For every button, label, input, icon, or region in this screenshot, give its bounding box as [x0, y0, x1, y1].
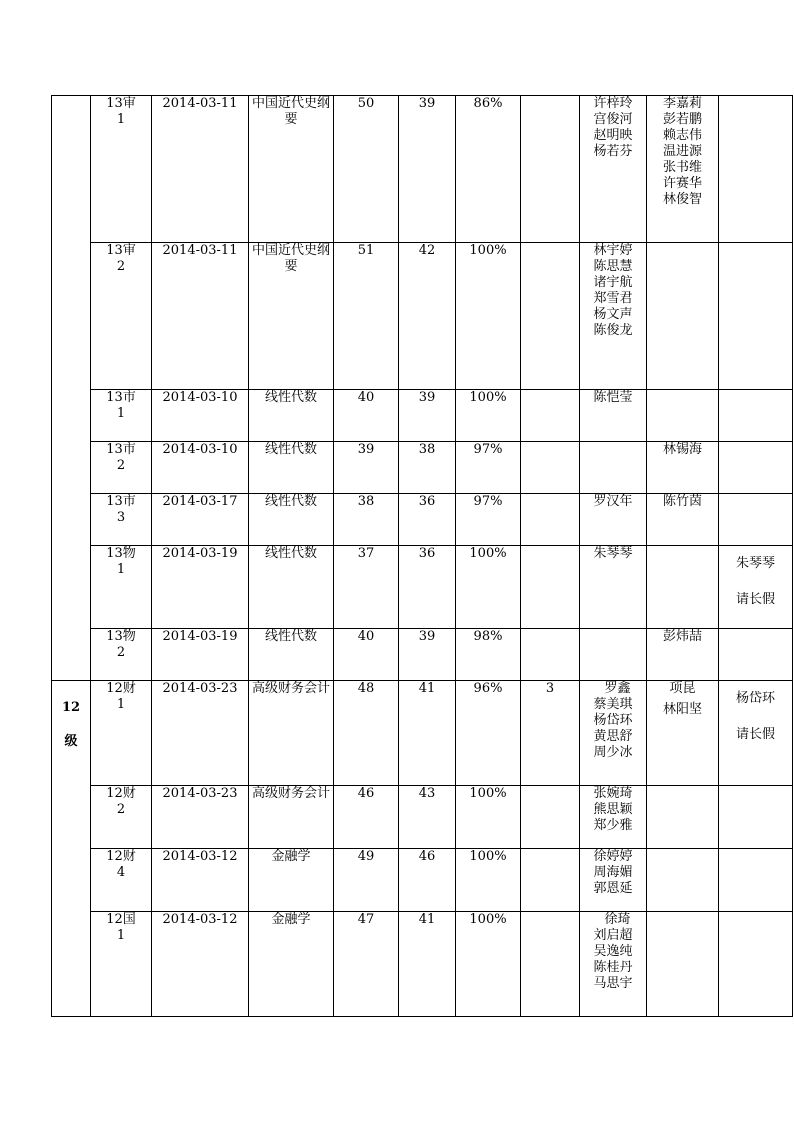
note-cell — [719, 243, 793, 390]
count-cell: 50 — [334, 96, 399, 243]
attendance-table — [51, 95, 793, 1017]
names-b-cell: 项昆 林阳坚 — [647, 681, 719, 786]
count-cell: 40 — [334, 629, 399, 681]
note-cell — [719, 96, 793, 243]
note-cell — [719, 494, 793, 546]
date-cell: 2014-03-12 — [152, 912, 249, 1017]
count-cell: 43 — [399, 786, 456, 849]
class-cell: 13市 2 — [91, 442, 152, 494]
note-cell — [719, 849, 793, 912]
rate-cell: 100% — [456, 912, 521, 1017]
note-cell — [719, 442, 793, 494]
subject-cell: 中国近代史纲要 — [249, 243, 334, 390]
count-cell: 39 — [399, 390, 456, 442]
names-a-cell: 罗汉年 — [580, 494, 647, 546]
class-cell: 13市 1 — [91, 390, 152, 442]
table-row — [52, 546, 793, 629]
names-a-cell: 许梓玲 宫俊河 赵明映 杨若芬 — [580, 96, 647, 243]
subject-cell: 线性代数 — [249, 546, 334, 629]
rate-cell: 100% — [456, 849, 521, 912]
subject-cell: 金融学 — [249, 912, 334, 1017]
class-cell: 12国 1 — [91, 912, 152, 1017]
table-row — [52, 912, 793, 1017]
date-cell: 2014-03-23 — [152, 681, 249, 786]
col8-cell — [521, 494, 580, 546]
date-cell: 2014-03-12 — [152, 849, 249, 912]
table-row — [52, 390, 793, 442]
subject-cell: 线性代数 — [249, 494, 334, 546]
count-cell: 46 — [334, 786, 399, 849]
names-b-cell: 彭炜喆 — [647, 629, 719, 681]
class-cell: 12财 4 — [91, 849, 152, 912]
date-cell: 2014-03-19 — [152, 629, 249, 681]
col8-cell — [521, 390, 580, 442]
names-b-cell: 李嘉莉 彭若鹏 赖志伟 温进源 张书维 许赛华 林俊智 — [647, 96, 719, 243]
col8-cell — [521, 243, 580, 390]
rate-cell: 86% — [456, 96, 521, 243]
names-a-cell: 徐琦 刘启超 吴逸纯 陈桂丹 马思宇 — [580, 912, 647, 1017]
names-a-cell — [580, 629, 647, 681]
subject-cell: 线性代数 — [249, 629, 334, 681]
table-row — [52, 494, 793, 546]
grade-cell-13 — [52, 96, 91, 681]
date-cell: 2014-03-19 — [152, 546, 249, 629]
count-cell: 39 — [334, 442, 399, 494]
date-cell: 2014-03-11 — [152, 243, 249, 390]
subject-cell: 中国近代史纲要 — [249, 96, 334, 243]
table-row — [52, 849, 793, 912]
date-cell: 2014-03-10 — [152, 442, 249, 494]
rate-cell: 98% — [456, 629, 521, 681]
date-cell: 2014-03-23 — [152, 786, 249, 849]
col8-cell: 3 — [521, 681, 580, 786]
count-cell: 36 — [399, 546, 456, 629]
names-a-cell: 朱琴琴 — [580, 546, 647, 629]
date-cell: 2014-03-10 — [152, 390, 249, 442]
class-cell: 12财 1 — [91, 681, 152, 786]
count-cell: 40 — [334, 390, 399, 442]
count-cell: 41 — [399, 681, 456, 786]
col8-cell — [521, 786, 580, 849]
count-cell: 37 — [334, 546, 399, 629]
grade-cell-12: 12 级 — [52, 681, 91, 1017]
count-cell: 48 — [334, 681, 399, 786]
rate-cell: 100% — [456, 390, 521, 442]
count-cell: 49 — [334, 849, 399, 912]
note-cell — [719, 390, 793, 442]
subject-cell: 高级财务会计 — [249, 681, 334, 786]
count-cell: 39 — [399, 629, 456, 681]
subject-cell: 线性代数 — [249, 390, 334, 442]
subject-cell: 高级财务会计 — [249, 786, 334, 849]
names-b-cell — [647, 390, 719, 442]
names-b-cell — [647, 849, 719, 912]
table-row — [52, 96, 793, 243]
col8-cell — [521, 912, 580, 1017]
col8-cell — [521, 96, 580, 243]
class-cell: 13审 1 — [91, 96, 152, 243]
rate-cell: 100% — [456, 546, 521, 629]
subject-cell: 线性代数 — [249, 442, 334, 494]
names-a-cell — [580, 442, 647, 494]
col8-cell — [521, 629, 580, 681]
table-row — [52, 442, 793, 494]
names-a-cell: 陈恺莹 — [580, 390, 647, 442]
count-cell: 38 — [334, 494, 399, 546]
names-a-cell: 徐婷婷 周海媚 郭恩延 — [580, 849, 647, 912]
col8-cell — [521, 546, 580, 629]
date-cell: 2014-03-11 — [152, 96, 249, 243]
names-b-cell — [647, 546, 719, 629]
subject-cell: 金融学 — [249, 849, 334, 912]
names-a-cell: 张婉琦 熊思颖 郑少雅 — [580, 786, 647, 849]
class-cell: 13审 2 — [91, 243, 152, 390]
names-a-cell: 罗鑫 蔡美琪 杨岱环 黄思舒 周少冰 — [580, 681, 647, 786]
count-cell: 51 — [334, 243, 399, 390]
rate-cell: 97% — [456, 494, 521, 546]
col8-cell — [521, 442, 580, 494]
note-cell: 朱琴琴 请长假 — [719, 546, 793, 629]
rate-cell: 100% — [456, 243, 521, 390]
note-cell: 杨岱环 请长假 — [719, 681, 793, 786]
table-row — [52, 243, 793, 390]
note-cell — [719, 629, 793, 681]
names-b-cell: 林锡海 — [647, 442, 719, 494]
count-cell: 47 — [334, 912, 399, 1017]
names-b-cell — [647, 786, 719, 849]
count-cell: 38 — [399, 442, 456, 494]
count-cell: 36 — [399, 494, 456, 546]
count-cell: 41 — [399, 912, 456, 1017]
names-b-cell — [647, 243, 719, 390]
class-cell: 13市 3 — [91, 494, 152, 546]
note-cell — [719, 912, 793, 1017]
table-row — [52, 681, 793, 786]
count-cell: 42 — [399, 243, 456, 390]
class-cell: 12财 2 — [91, 786, 152, 849]
col8-cell — [521, 849, 580, 912]
class-cell: 13物 2 — [91, 629, 152, 681]
names-b-cell: 陈竹茵 — [647, 494, 719, 546]
names-a-cell: 林宇婷 陈思慧 诸宇航 郑雪君 杨文声 陈俊龙 — [580, 243, 647, 390]
rate-cell: 97% — [456, 442, 521, 494]
note-cell — [719, 786, 793, 849]
rate-cell: 96% — [456, 681, 521, 786]
date-cell: 2014-03-17 — [152, 494, 249, 546]
class-cell: 13物 1 — [91, 546, 152, 629]
count-cell: 39 — [399, 96, 456, 243]
table-row — [52, 629, 793, 681]
names-b-cell — [647, 912, 719, 1017]
count-cell: 46 — [399, 849, 456, 912]
table-row — [52, 786, 793, 849]
rate-cell: 100% — [456, 786, 521, 849]
